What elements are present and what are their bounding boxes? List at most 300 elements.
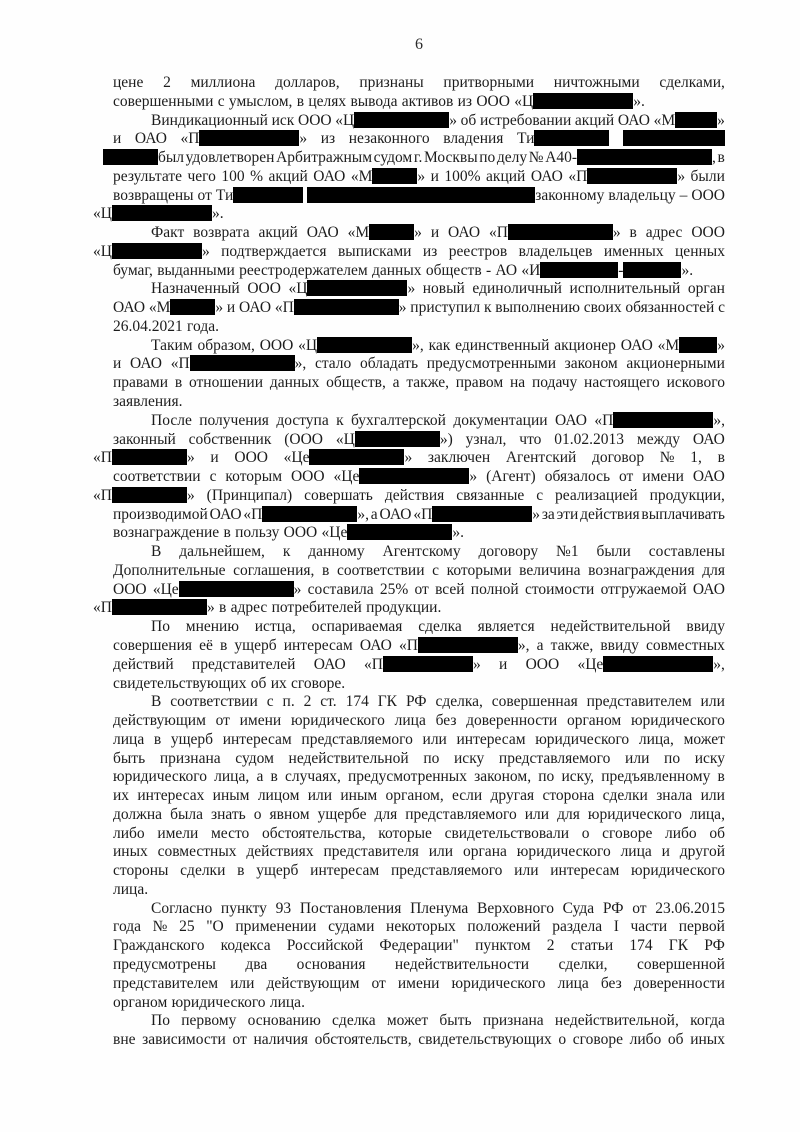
text-chunk: знала (656, 787, 693, 805)
text-chunk: органом (566, 712, 622, 730)
text-chunk: интересам (310, 862, 380, 880)
text-chunk: законный (113, 430, 176, 448)
text-chunk: Таким (151, 336, 193, 354)
text-chunk: представляемого (405, 805, 517, 823)
text-chunk: а (536, 636, 544, 654)
redaction-box (372, 168, 417, 184)
text-chunk: ОАО (313, 167, 346, 185)
text-chunk: «М » (653, 111, 725, 129)
text-chunk: или (625, 749, 650, 767)
text-chunk: Федерации" (379, 937, 459, 955)
text-line (113, 693, 725, 712)
text-chunk: 93 (275, 899, 292, 917)
text-chunk: ОАО (134, 130, 167, 148)
text-chunk: совершать (304, 486, 373, 504)
text-chunk: интересам (283, 636, 353, 654)
redaction-box (533, 93, 633, 109)
text-chunk: либо (629, 1031, 662, 1049)
text-chunk: соответствии (170, 693, 258, 711)
text-chunk: ввиду (600, 636, 639, 654)
redaction-box (587, 168, 677, 184)
text-chunk: лица, (638, 730, 674, 748)
text-chunk: АО (495, 261, 518, 279)
text-chunk: РФ (602, 899, 624, 917)
text-line (93, 449, 725, 468)
text-chunk: место (211, 824, 250, 842)
text-chunk: иск (271, 111, 295, 129)
text-chunk: интересах (137, 787, 205, 805)
text-chunk: и (113, 355, 122, 373)
text-chunk: юридического (290, 712, 385, 730)
text-line (113, 994, 725, 1013)
text-chunk: ОАО (113, 299, 146, 317)
text-chunk: сделки (180, 862, 226, 880)
text-chunk: «Це », (577, 655, 725, 673)
text-chunk: Постановления (299, 899, 402, 917)
text-chunk: 23.06.2015 (655, 899, 725, 917)
text-chunk: дальнейшем, (179, 543, 265, 561)
text-chunk: доверенности (633, 974, 725, 992)
text-chunk: Факт (151, 224, 185, 242)
text-line (113, 731, 725, 750)
text-chunk: цене (113, 74, 144, 91)
text-chunk: своих (583, 299, 622, 317)
text-line (113, 656, 725, 675)
text-chunk: орган (687, 280, 725, 298)
text-chunk: с (536, 486, 544, 504)
text-chunk: «Це » (333, 468, 478, 486)
text-chunk: и (661, 843, 670, 861)
text-chunk: «Це ». (321, 524, 464, 542)
text-chunk: ущерб (234, 636, 277, 654)
text-chunk: вывода (350, 92, 398, 110)
text-chunk: ООО (691, 186, 725, 204)
text-chunk: или (524, 805, 550, 823)
paragraph (93, 224, 725, 280)
text-chunk: отношении (188, 374, 264, 392)
text-chunk: ст. (320, 693, 337, 711)
redaction-box (623, 262, 681, 278)
text-chunk: пункту (220, 899, 267, 917)
text-chunk: г. (413, 149, 423, 167)
redaction-box (233, 187, 303, 203)
text-chunk: ОАО (692, 468, 725, 486)
text-line (113, 112, 725, 131)
text-chunk: недействительной (288, 749, 409, 767)
text-chunk: истребовании (479, 111, 572, 129)
text-chunk: Суда (562, 899, 595, 917)
redaction-box (534, 130, 609, 146)
text-chunk: мнению (185, 618, 239, 636)
text-chunk: в (296, 92, 305, 110)
text-chunk: «П » (93, 599, 215, 617)
text-chunk: совершения (113, 636, 193, 654)
redaction-box (294, 299, 399, 315)
text-chunk: недействительной, (554, 1012, 679, 1030)
text-line (113, 862, 725, 881)
text-chunk: акционер (554, 336, 616, 354)
text-chunk: действий (113, 655, 174, 673)
redaction-box (369, 224, 414, 240)
text-chunk: действующим (266, 974, 360, 992)
text-chunk: чего (187, 167, 216, 185)
text-chunk: или (307, 787, 333, 805)
text-chunk: по (664, 749, 681, 767)
text-chunk: в (219, 636, 228, 654)
text-chunk: вознаграждение (113, 524, 220, 542)
text-chunk: (Агент) (486, 468, 536, 486)
text-chunk: для (374, 805, 398, 823)
text-chunk: I (613, 918, 619, 936)
text-chunk: 100 (221, 167, 245, 185)
text-chunk: явном (269, 805, 310, 823)
text-chunk: ООО (290, 468, 325, 486)
text-line (93, 599, 725, 618)
text-chunk: притворными (443, 74, 535, 91)
text-chunk: результате (113, 167, 182, 185)
text-chunk: эти (556, 505, 579, 523)
text-chunk: Пленума (410, 899, 469, 917)
text-chunk: лицом (257, 787, 300, 805)
text-chunk: миллиона (190, 74, 256, 91)
text-chunk: иных (690, 1031, 725, 1049)
redaction-box (190, 355, 295, 371)
text-chunk: с (209, 468, 217, 486)
text-chunk: ООО (283, 524, 318, 542)
text-chunk: владельцев (518, 242, 593, 260)
text-chunk: 100% (444, 167, 481, 185)
text-line (113, 355, 725, 374)
text-chunk: пунктом (475, 937, 531, 955)
text-chunk: и (113, 130, 122, 148)
text-chunk: потребителей (271, 599, 362, 617)
text-chunk: бумаг, (113, 261, 153, 279)
redaction-box (112, 599, 207, 615)
text-chunk: ООО (113, 580, 147, 598)
text-chunk: правами (113, 374, 169, 392)
text-chunk: приступил (410, 299, 481, 317)
text-chunk: с (718, 299, 725, 317)
text-chunk: интересам (456, 730, 526, 748)
text-chunk: «Ц », (298, 336, 424, 354)
text-chunk: стороны (113, 862, 169, 880)
text-chunk: раздела (552, 918, 603, 936)
text-chunk: первому (181, 1012, 237, 1030)
text-chunk: адрес (230, 599, 268, 617)
text-chunk: по (479, 149, 496, 167)
text-chunk: вне (113, 1031, 136, 1049)
redaction-box (112, 487, 187, 503)
paragraph (113, 280, 725, 336)
text-chunk: единоличный (472, 280, 562, 298)
text-line (113, 787, 725, 806)
text-chunk: с (217, 92, 225, 110)
text-chunk: может (386, 1012, 429, 1030)
text-chunk: владельцу (608, 186, 676, 204)
text-line (113, 130, 725, 149)
text-chunk: признана (482, 1012, 544, 1030)
text-chunk: сделками, (659, 74, 725, 91)
text-chunk: знать (211, 805, 246, 823)
text-chunk: представляемого (498, 749, 611, 767)
text-chunk: выданными (157, 261, 235, 279)
text-chunk: Ти (517, 130, 609, 149)
text-chunk: Ти (216, 187, 303, 206)
text-chunk: сговоре. (291, 674, 346, 692)
text-chunk: иных (113, 843, 148, 861)
paragraph (113, 693, 725, 899)
text-chunk: единственный (455, 336, 550, 354)
text-chunk: иску (694, 749, 725, 767)
text-chunk: По (151, 618, 170, 636)
text-line (113, 374, 725, 393)
text-chunk: от (414, 580, 429, 598)
text-line (113, 543, 725, 562)
text-chunk: в (237, 862, 245, 880)
text-chunk: исполнительный (569, 280, 681, 298)
text-chunk: Агентский (505, 449, 577, 467)
text-chunk: "О (206, 918, 224, 936)
text-line (113, 937, 725, 956)
text-line (113, 581, 725, 600)
text-chunk: новый (422, 280, 465, 298)
text-chunk: составлены (648, 543, 725, 561)
text-chunk: № (152, 918, 168, 936)
text-chunk: незаконного (348, 130, 430, 148)
text-chunk: органом, (385, 787, 444, 805)
text-line (113, 956, 725, 975)
text-chunk: юридического (516, 843, 611, 861)
text-chunk: между (636, 430, 680, 448)
text-chunk: полной (470, 580, 519, 598)
text-chunk: обязанностей (625, 299, 715, 317)
text-chunk: ОАО (617, 111, 650, 129)
text-chunk: признана (159, 749, 221, 767)
text-chunk: два (245, 955, 268, 973)
text-chunk: заключен (427, 449, 491, 467)
text-chunk: «П » (413, 505, 541, 523)
text-chunk: для (557, 805, 580, 823)
text-chunk: судом (235, 749, 274, 767)
redaction-box (508, 224, 613, 240)
text-chunk: «Ц » (335, 111, 457, 129)
text-chunk: законом, (474, 768, 532, 786)
redaction-box (112, 205, 212, 221)
text-chunk: свидетельствующих (113, 674, 247, 692)
text-chunk: «Ц ». (93, 205, 224, 223)
text-chunk: и (210, 449, 219, 467)
text-chunk: были (596, 543, 631, 561)
text-chunk: в (717, 768, 725, 786)
text-chunk: – (679, 186, 688, 204)
text-chunk: Назначенный (151, 280, 240, 298)
text-chunk: делу (496, 149, 528, 167)
text-chunk: ущербе (317, 805, 367, 823)
text-chunk: представляемого (301, 730, 413, 748)
text-chunk: собственник (188, 430, 272, 448)
text-chunk: представляемого (390, 862, 503, 880)
text-line (113, 637, 725, 656)
text-chunk: совместных (157, 843, 237, 861)
redaction-box (199, 130, 299, 146)
text-chunk: пользу (235, 524, 280, 542)
text-chunk: акций (574, 111, 615, 129)
text-chunk: зависимости (142, 1031, 226, 1049)
text-chunk: из (422, 242, 438, 260)
text-chunk: имели (157, 824, 199, 842)
text-chunk: в (174, 374, 183, 392)
text-chunk: ОАО (209, 505, 242, 523)
text-chunk: ООО (247, 280, 281, 298)
text-chunk: удовлетворен (185, 149, 275, 167)
text-line (113, 262, 725, 281)
text-chunk: ГК (377, 693, 398, 711)
text-chunk: от (371, 974, 386, 992)
text-chunk: По (151, 1012, 170, 1030)
text-chunk: сделка (332, 1012, 376, 1030)
text-chunk: п. (282, 693, 295, 711)
text-chunk: к (282, 543, 291, 561)
text-chunk: юридического (630, 712, 725, 730)
text-chunk: другая (490, 787, 535, 805)
text-chunk: к (483, 299, 492, 317)
text-chunk: от (232, 1031, 247, 1049)
text-chunk: бухгалтерской (351, 411, 446, 429)
text-chunk: сговоре (602, 824, 653, 842)
text-chunk: ценных (675, 242, 725, 260)
text-chunk: года. (187, 317, 219, 335)
text-chunk: имени (239, 712, 282, 730)
text-chunk: вознаграждения (588, 561, 695, 579)
text-chunk: которыми (446, 561, 512, 579)
text-chunk: договору (478, 543, 539, 561)
text-chunk: сделка, (435, 693, 483, 711)
text-chunk: от (632, 899, 647, 917)
text-chunk: составила (307, 580, 374, 598)
redaction-box (613, 412, 713, 428)
text-chunk: в (322, 561, 330, 579)
redaction-box (307, 187, 535, 203)
text-chunk: именных (603, 242, 664, 260)
text-chunk: долларов, (275, 74, 340, 91)
text-chunk: данных (372, 261, 422, 279)
text-chunk: юридического (631, 862, 725, 880)
text-line (113, 524, 725, 543)
text-chunk: совершенная (491, 693, 578, 711)
text-chunk: данному (308, 543, 365, 561)
text-chunk: кодекса (220, 937, 271, 955)
text-chunk: что (519, 430, 542, 448)
text-chunk: без (600, 974, 622, 992)
text-chunk: может (683, 730, 725, 748)
text-chunk: юридического (113, 768, 207, 786)
text-chunk: представителя (323, 843, 419, 861)
text-chunk: РФ (405, 693, 427, 711)
text-chunk: а (370, 505, 378, 523)
text-chunk: адрес (645, 224, 683, 242)
text-chunk: или (428, 843, 454, 861)
paragraph (93, 543, 725, 618)
text-chunk: обстоятельств, (314, 1031, 412, 1049)
text-chunk: «Ц » (93, 242, 210, 260)
text-chunk: настоящего (584, 374, 660, 392)
text-chunk: либо (664, 824, 697, 842)
text-chunk: «П » (364, 655, 481, 673)
text-chunk: о (253, 805, 262, 823)
text-chunk: стало (314, 355, 352, 373)
text-chunk: ОАО (692, 580, 725, 598)
text-chunk: ОАО (530, 167, 563, 185)
text-chunk: 174 (345, 693, 369, 711)
text-line (113, 506, 725, 525)
text-line (113, 750, 725, 769)
text-chunk: были (690, 167, 725, 185)
text-chunk: выписками (337, 242, 412, 260)
text-chunk: предусмотренных (348, 768, 467, 786)
text-chunk: её (199, 636, 213, 654)
text-chunk: случаях, (285, 768, 341, 786)
text-line (113, 843, 725, 862)
text-chunk: правом (455, 374, 504, 392)
text-chunk: «П » (274, 299, 407, 317)
text-chunk: Согласно (151, 899, 213, 917)
text-chunk: искового (666, 374, 725, 392)
text-chunk: Агентскому (382, 543, 461, 561)
text-chunk: ввиду (686, 618, 725, 636)
text-chunk: выплачивать (641, 505, 725, 523)
text-line (113, 431, 725, 450)
text-line (113, 618, 725, 637)
text-chunk: В (151, 693, 162, 711)
text-chunk: с (432, 561, 440, 579)
text-chunk: из (320, 130, 336, 148)
text-chunk: ООО (476, 92, 510, 110)
text-chunk: ООО (234, 449, 268, 467)
text-chunk: другой (679, 843, 725, 861)
text-chunk: РФ (704, 937, 725, 955)
text-chunk: (Принципал) (206, 486, 293, 504)
text-chunk: заявления. (113, 393, 183, 411)
text-chunk: договор (592, 449, 645, 467)
text-chunk: об (250, 674, 267, 692)
text-chunk: После (151, 411, 192, 429)
text-chunk: величина (519, 561, 581, 579)
text-chunk: года (113, 918, 142, 936)
text-chunk: 25 (179, 918, 195, 936)
text-chunk: совместных (646, 636, 725, 654)
text-chunk: когда (690, 1012, 725, 1030)
text-line (113, 900, 725, 919)
redaction-box (354, 112, 449, 128)
text-chunk: соглашения, (233, 561, 315, 579)
text-chunk: ОАО (313, 655, 346, 673)
text-chunk: признаны (359, 74, 424, 91)
text-chunk: совершенными (113, 92, 214, 110)
text-chunk: действия (580, 505, 640, 523)
text-chunk: от (197, 186, 212, 204)
text-chunk: лица (557, 974, 589, 992)
text-chunk: 25% (379, 580, 409, 598)
text-chunk: целях (308, 92, 347, 110)
text-chunk: которые (378, 824, 432, 842)
text-chunk: ничтожными (553, 74, 640, 91)
text-chunk: продукции. (366, 599, 442, 617)
text-chunk: сделки (602, 787, 648, 805)
text-line (113, 74, 725, 93)
text-chunk: оспариваемая (311, 618, 403, 636)
text-chunk: «П » (488, 224, 621, 242)
document-content (93, 74, 725, 1050)
